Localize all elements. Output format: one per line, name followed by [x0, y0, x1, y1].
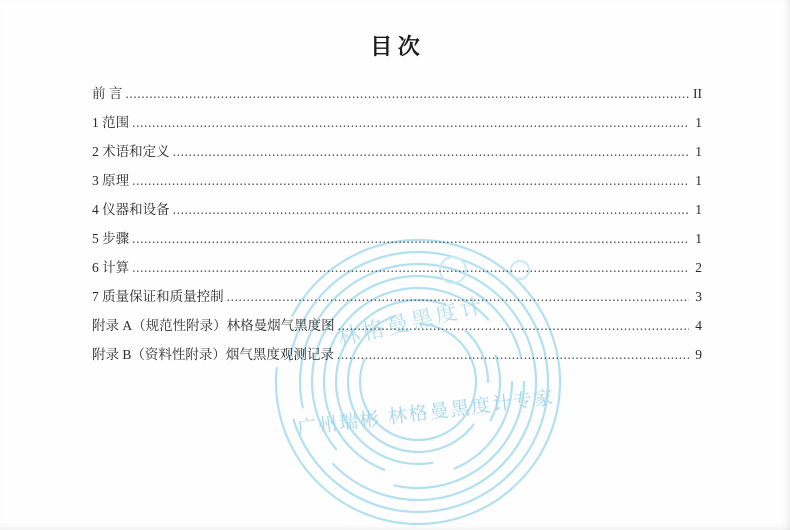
watermark-text: 广州瑞彬 林格曼黑度计专家: [296, 387, 557, 440]
toc-leader-dots: [132, 262, 689, 274]
toc-entry-label: 附录 A（规范性附录）林格曼烟气黑度图: [92, 318, 335, 333]
toc-entry-appendix-a[interactable]: [92, 319, 702, 333]
toc-leader-dots: [227, 291, 689, 303]
toc-entry-page: 9: [695, 347, 702, 362]
toc-entry-page: 3: [695, 289, 702, 304]
toc-leader-dots: [132, 175, 689, 187]
toc-leader-dots: [173, 204, 689, 216]
toc-entry-label: 4 仪器和设备: [92, 202, 170, 217]
toc-entry-page: 2: [695, 260, 702, 275]
toc-entry-page: II: [693, 86, 702, 101]
toc-leader-dots: [173, 146, 689, 158]
toc-entry-instruments[interactable]: [92, 203, 702, 217]
toc-entry-principle[interactable]: [92, 174, 702, 188]
toc-entry-label: 6 计算: [92, 260, 130, 275]
toc-entry-page: 1: [695, 173, 702, 188]
toc-entry-label: 7 质量保证和质量控制: [92, 289, 224, 304]
toc-entry-page: 4: [695, 318, 702, 333]
toc-entry-label: 附录 B（资料性附录）烟气黑度观测记录: [92, 347, 334, 362]
toc-entry-page: 1: [695, 231, 702, 246]
toc-entry-scope[interactable]: [92, 116, 702, 130]
toc-leader-dots: [125, 88, 689, 100]
toc-entry-preface[interactable]: [92, 87, 702, 101]
toc-entry-page: 1: [695, 115, 702, 130]
toc-entry-label: 3 原理: [92, 173, 130, 188]
toc-entry-quality-assurance[interactable]: [92, 290, 702, 304]
toc-entry-label: 1 范围: [92, 115, 130, 130]
toc-entry-label: 前 言: [92, 86, 123, 101]
toc-entry-page: 1: [695, 144, 702, 159]
toc-entry-steps[interactable]: [92, 232, 702, 246]
page-title: 目 次: [370, 34, 420, 59]
toc-leader-dots: [337, 349, 689, 361]
table-of-contents: [92, 87, 702, 362]
toc-entry-appendix-b[interactable]: [92, 348, 702, 362]
toc-leader-dots: [132, 117, 689, 129]
toc-entry-calculation[interactable]: [92, 261, 702, 275]
toc-entry-page: 1: [695, 202, 702, 217]
toc-entry-label: 2 术语和定义: [92, 144, 170, 159]
toc-entry-terms[interactable]: [92, 145, 702, 159]
toc-entry-label: 5 步骤: [92, 231, 130, 246]
toc-leader-dots: [132, 233, 689, 245]
watermark-text-secondary: 林格曼黑度计: [335, 292, 488, 351]
toc-leader-dots: [338, 320, 689, 332]
